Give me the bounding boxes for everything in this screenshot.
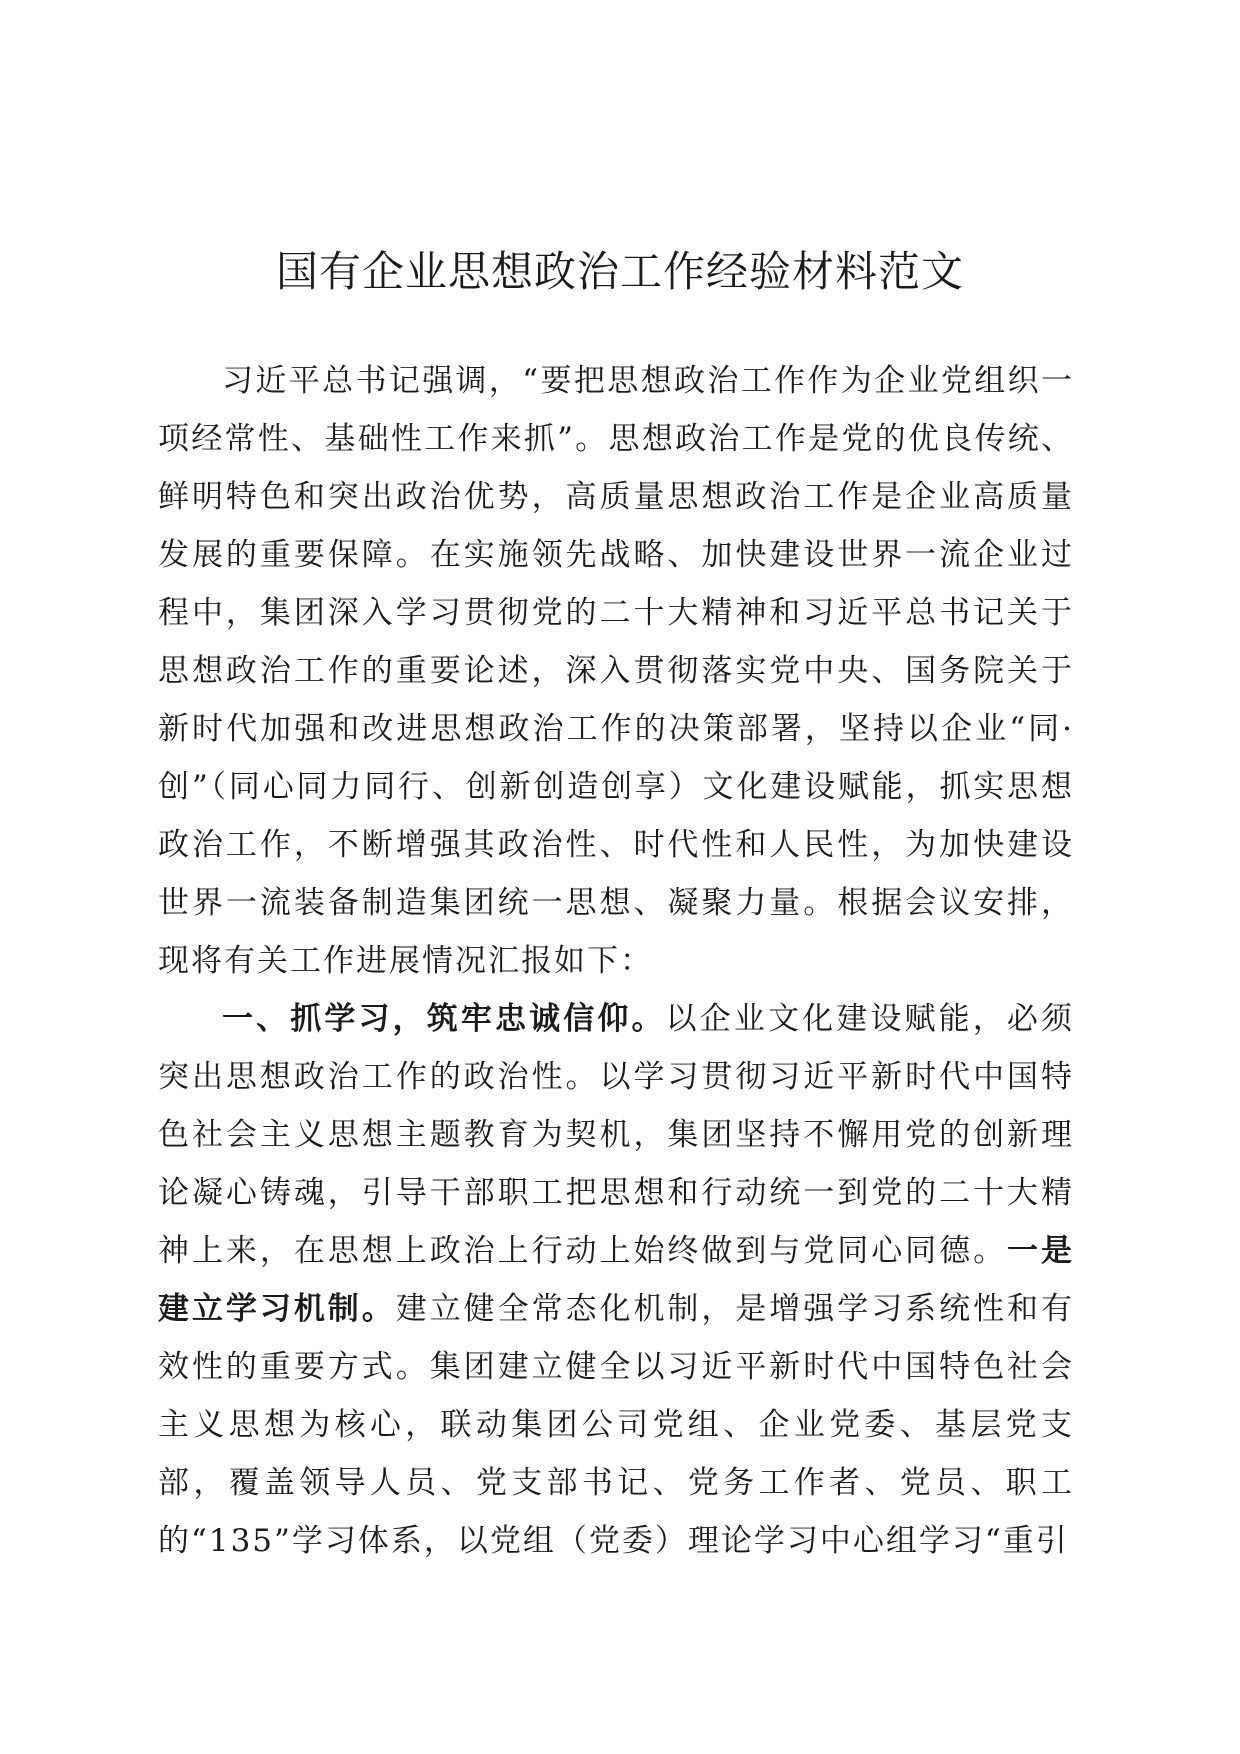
point-1-text: 建立健全常态化机制，是增强学习系统性和有效性的重要方式。集团建立健全以习近平新时代中国特色社会主义思想为核心，联动集团公司党组、企业党委、基层党支部，覆盖领导人员、党支部书记、党务工作者、党员、职工的“135”学习体系，以党组（党委）理论学习中心组学习“重引 (158, 1291, 1075, 1559)
section-1-paragraph (158, 990, 1074, 1570)
section-1-heading: 一、抓学习，筑牢忠诚信仰。 (222, 1001, 666, 1037)
intro-paragraph: 习近平总书记强调，“要把思想政治工作作为企业党组织一项经常性、基础性工作来抓”。思想政治工作是党的优良传统、鲜明特色和突出政治优势，高质量思想政治工作是企业高质量发展的重要保障。在实施领先战略、加快建设世界一流企业过程中，集团深入学习贯彻党的二十大精神和习近平总书记关于思想政治工作的重要论述，深入贯彻落实党中央、国务院关于新时代加强和改进思想政治工作的决策部署，坚持以企业“同·创”（同心同力同行、创新创造创享）文化建设赋能，抓实思想政治工作，不断增强其政治性、时代性和人民性，为加快建设世界一流装备制造集团统一思想、凝聚力量。根据会议安排，现将有关工作进展情况汇报如下： (158, 363, 1074, 979)
document-body (158, 352, 1074, 1570)
document-title: 国有企业思想政治工作经验材料范文 (275, 247, 964, 296)
point-1-heading: 一是建立学习机制。 (158, 1233, 1075, 1327)
section-1-text: 以企业文化建设赋能，必须突出思想政治工作的政治性。以学习贯彻习近平新时代中国特色社会主义思想主题教育为契机，集团坚持不懈用党的创新理论凝心铸魂，引导干部职工把思想和行动统一到党的二十大精神上来，在思想上政治上行动上始终做到与党同心同德。 (158, 1001, 1074, 1269)
